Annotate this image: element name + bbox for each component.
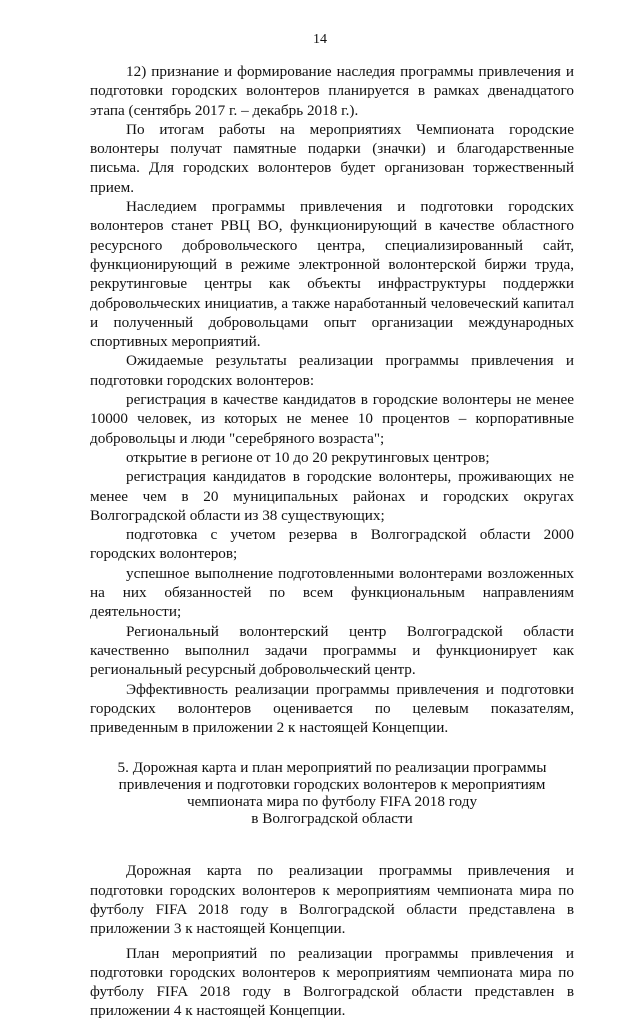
document-body	[90, 62, 574, 1021]
result-item-training: подготовка с учетом резерва в Волгоградской области 2000 городских волонтеров;	[90, 526, 574, 563]
result-item-registration: регистрация в качестве кандидатов в городские волонтеры не менее 10000 человек, из которых не менее 10 процентов – корпоративные добровольцы и люди "серебряного возраста";	[90, 391, 574, 447]
paragraph-roadmap: Дорожная карта по реализации программы привлечения и подготовки городских волонтеров к мероприятиям чемпионата мира по футболу FIFA 2018 году в Волгоградской области представлена в приложении 3 к настоящей Концепции.	[90, 862, 574, 938]
section-heading	[90, 759, 574, 827]
paragraph-gifts: По итогам работы на мероприятиях Чемпионата городские волонтеры получат памятные подарки (значки) и благодарственные письма. Для городских волонтеров будет организован торжественный прием.	[90, 120, 574, 196]
paragraph-effectiveness: Эффективность реализации программы привлечения и подготовки городских волонтеров оценивается по целевым показателям, приведенным в приложении 2 к настоящей Концепции.	[90, 680, 574, 737]
section-heading-line: привлечения и подготовки городских волонтеров к мероприятиям	[118, 776, 546, 794]
paragraph-expected-results: Ожидаемые результаты реализации программы привлечения и подготовки городских волонтеров:	[90, 352, 574, 389]
result-item-regional-center: Региональный волонтерский центр Волгоградской области качественно выполнил задачи программы и функционирует как региональный ресурсный добровольческий центр.	[90, 622, 574, 679]
paragraph-stage-12: 12) признание и формирование наследия программы привлечения и подготовки городских волонтеров планируется в рамках двенадцатого этапа (сентябрь 2017 г. – декабрь 2018 г.).	[90, 63, 574, 119]
section-heading-line: в Волгоградской области	[251, 810, 413, 828]
paragraph-event-plan: План мероприятий по реализации программы привлечения и подготовки городских волонтеров к мероприятиям чемпионата мира по футболу FIFA 2018 году в Волгоградской области представлен в приложении 4 к настоящей Концепции.	[90, 944, 574, 1020]
section-heading-line: чемпионата мира по футболу FIFA 2018 году	[186, 793, 478, 811]
result-item-municipalities: регистрация кандидатов в городские волонтеры, проживающих не менее чем в 20 муниципальных районах и городских округах Волгоградской области из 38 существующих;	[90, 468, 574, 524]
page-number: 14	[313, 32, 327, 47]
result-item-duties: успешное выполнение подготовленными волонтерами возложенных на них обязанностей по всем функциональным направлениям деятельности;	[90, 564, 574, 621]
paragraph-legacy: Наследием программы привлечения и подготовки городских волонтеров станет РВЦ ВО, функционирующий в качестве областного ресурсного добровольческого центра, специализированный сайт, функционирующий в режиме электронной волонтерской биржи труда, рекрутинговые центры как объекты инфраструктуры поддержки добровольческих инициатив, а также наработанный человеческий капитал и полученный добровольцами опыт организации международных спортивных мероприятий.	[90, 198, 574, 351]
section-heading-line: 5. Дорожная карта и план мероприятий по реализации программы	[117, 759, 547, 777]
result-item-recruiting-centers: открытие в регионе от 10 до 20 рекрутинговых центров;	[126, 448, 490, 466]
